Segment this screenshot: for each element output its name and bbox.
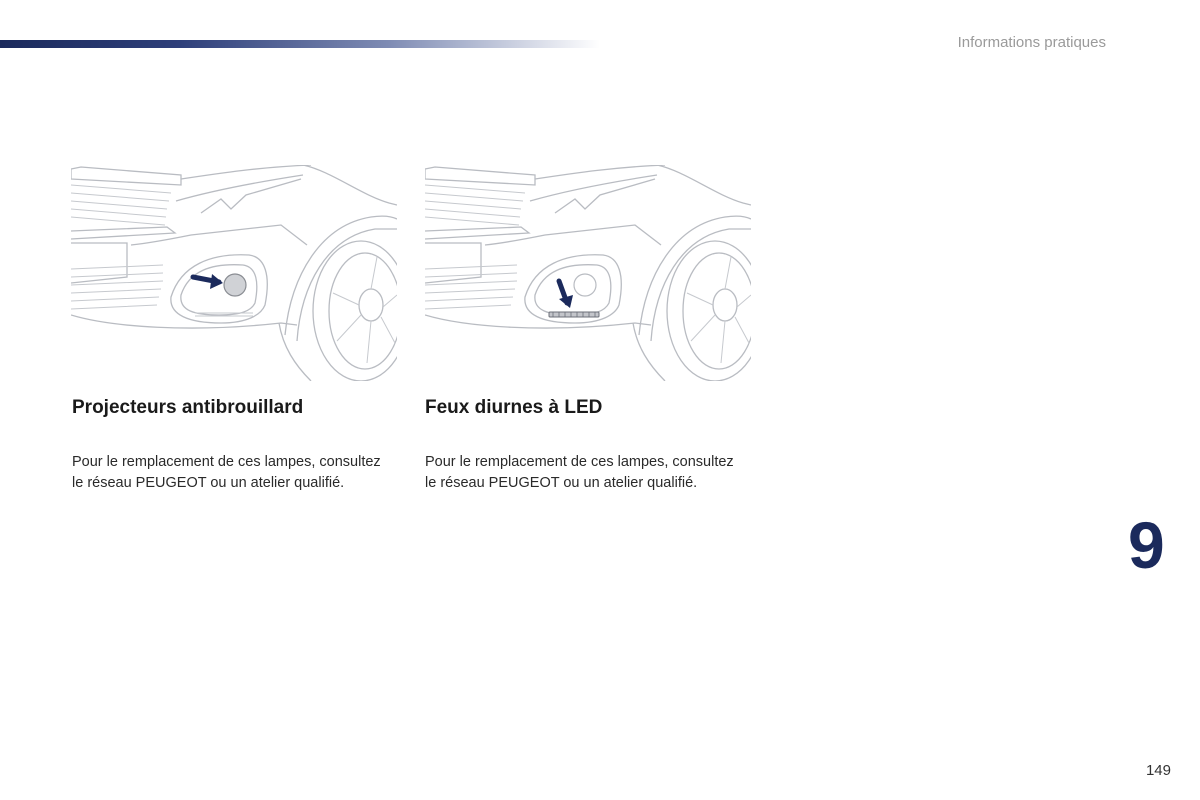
chapter-number: 9: [1128, 508, 1165, 582]
led-heading: Feux diurnes à LED: [425, 397, 603, 418]
page-number: 149: [1145, 762, 1171, 779]
led-text: Pour le remplacement de ces lampes, consultez le réseau PEUGEOT ou un atelier qualifié.: [425, 454, 734, 491]
header-gradient-bar: [0, 40, 600, 48]
car-front-fog-lamp-illustration: [71, 165, 397, 381]
fog-lamp-heading: Projecteurs antibrouillard: [72, 397, 304, 418]
car-front-led-illustration: [425, 165, 751, 381]
fog-lamp-text: Pour le remplacement de ces lampes, consultez le réseau PEUGEOT ou un atelier qualifié.: [72, 454, 381, 491]
section-title: Informations pratiques: [957, 34, 1106, 51]
